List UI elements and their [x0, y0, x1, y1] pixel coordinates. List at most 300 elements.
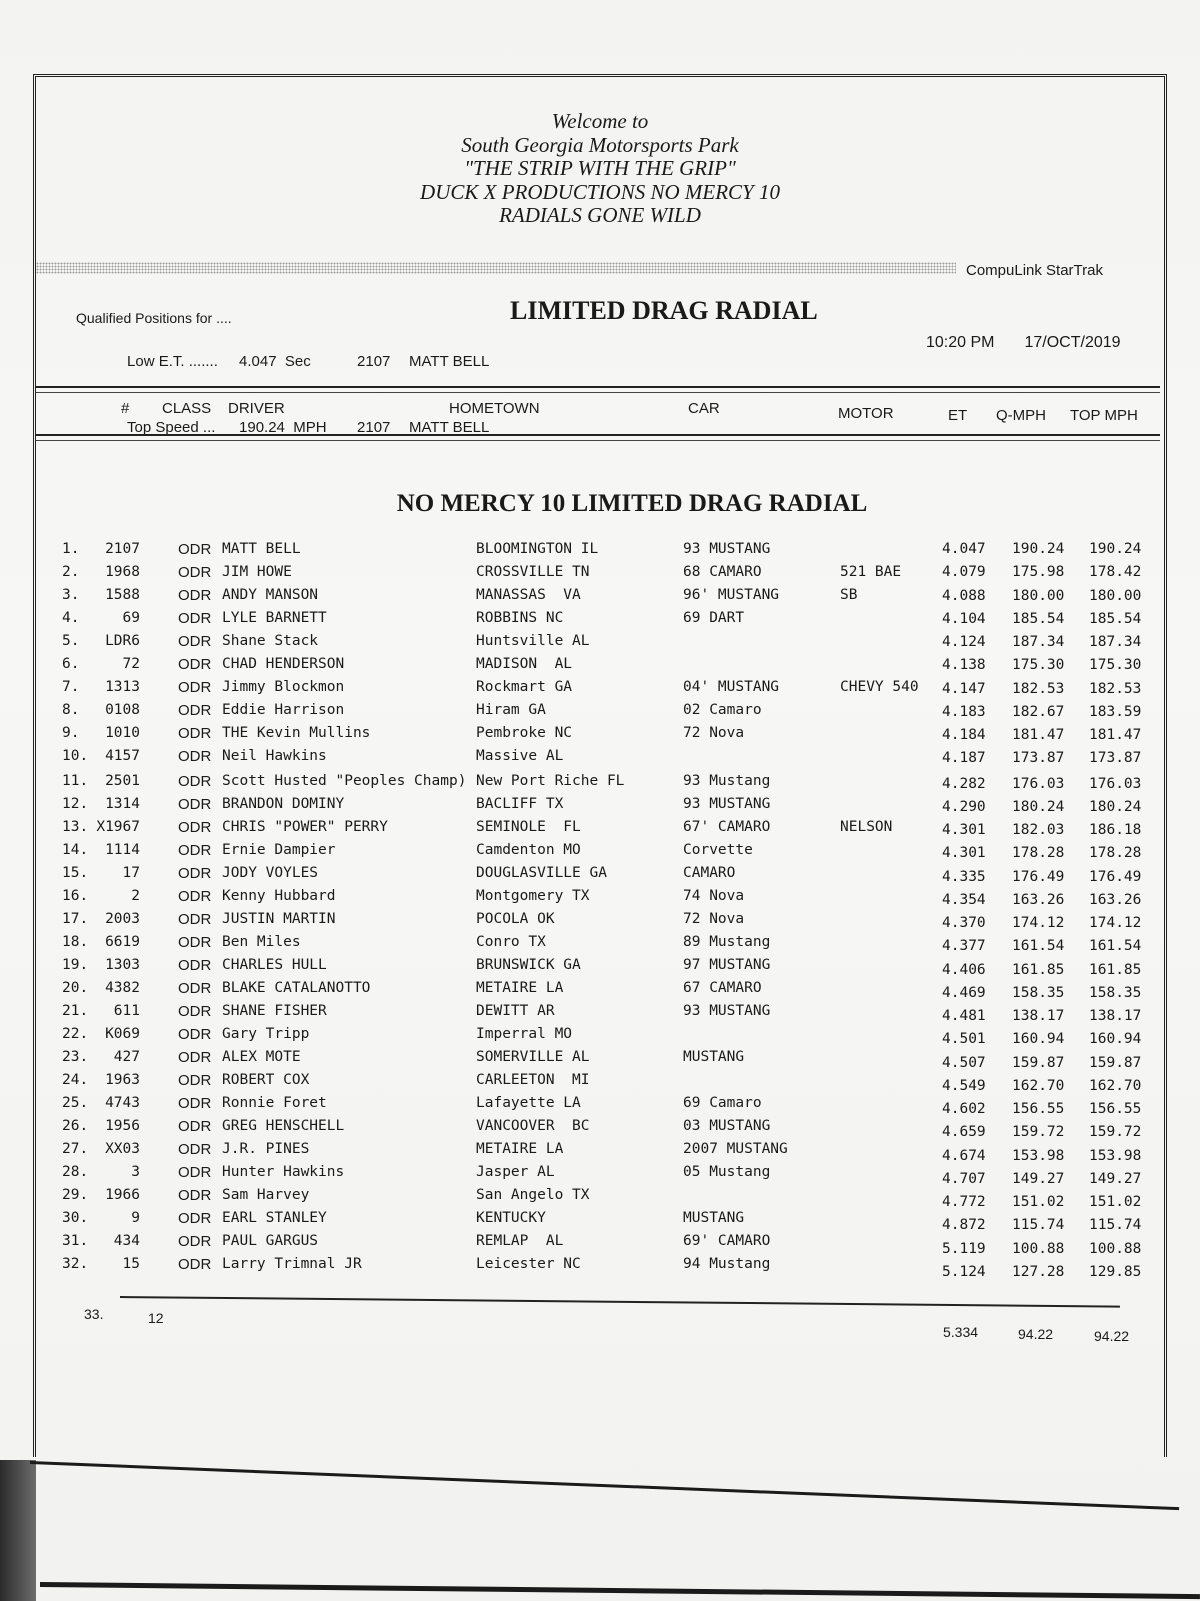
cell-car: 93 MUSTANG	[683, 541, 771, 557]
cell-class: ODR	[178, 1141, 212, 1158]
cell-class: ODR	[178, 842, 212, 859]
cell-q-mph: 160.94	[1012, 1031, 1065, 1047]
cell-et: 4.047	[942, 541, 986, 557]
cell-position: 11.	[62, 773, 89, 789]
low-et-driver: MATT BELL	[409, 353, 490, 370]
table-row	[0, 1141, 1200, 1163]
cell-position: 22.	[62, 1026, 89, 1042]
cell-q-mph: 176.03	[1012, 776, 1065, 792]
cell-car-number: 3	[131, 1164, 140, 1180]
cell-top-mph: 187.34	[1089, 634, 1142, 650]
table-row	[0, 1026, 1200, 1048]
cell-car: 05 Mustang	[683, 1164, 771, 1180]
table-row	[0, 702, 1200, 724]
table-row	[0, 1164, 1200, 1186]
table-row	[0, 1072, 1200, 1094]
cell-hometown: Conro TX	[476, 934, 546, 950]
cell-et: 4.301	[942, 845, 986, 861]
qualified-title: Qualified Positions for ....	[76, 310, 232, 326]
brand-label: CompuLink StarTrak	[966, 262, 1103, 279]
table-row	[0, 796, 1200, 818]
cell-car: 93 MUSTANG	[683, 796, 771, 812]
cell-et: 4.872	[942, 1217, 986, 1233]
cell-hometown: CARLEETON MI	[476, 1072, 590, 1088]
cell-et: 4.088	[942, 588, 986, 604]
cell-top-mph: 115.74	[1089, 1217, 1142, 1233]
cell-class: ODR	[178, 934, 212, 951]
cell-motor: 521 BAE	[840, 564, 902, 580]
cell-class: ODR	[178, 1187, 212, 1204]
cell-q-mph: 156.55	[1012, 1101, 1065, 1117]
cell-top-mph: 160.94	[1089, 1031, 1142, 1047]
cell-et: 4.183	[942, 704, 986, 720]
cell-hometown: Pembroke NC	[476, 725, 573, 741]
cell-position: 13.	[62, 819, 89, 835]
cell-top-mph: 129.85	[1089, 1264, 1142, 1280]
cell-et: 5.119	[942, 1241, 986, 1257]
cell-top-mph: 153.98	[1089, 1148, 1142, 1164]
cell-position: 20.	[62, 980, 89, 996]
cell-q-mph: 173.87	[1012, 750, 1065, 766]
top-speed-row	[102, 395, 489, 461]
cell-hometown: Camdenton MO	[476, 842, 581, 858]
cell-car: 69' CAMARO	[683, 1233, 771, 1249]
cell-car-number: 1588	[105, 587, 140, 603]
cell-position: 26.	[62, 1118, 89, 1134]
cell-driver: Shane Stack	[222, 633, 319, 649]
cell-top-mph: 163.26	[1089, 892, 1142, 908]
event-class-title: LIMITED DRAG RADIAL	[510, 296, 818, 325]
non-qualifier-position: 33.	[84, 1306, 104, 1322]
cell-position: 32.	[62, 1256, 89, 1272]
cell-position: 7.	[62, 679, 80, 695]
cell-et: 4.290	[942, 799, 986, 815]
cell-car-number: 1956	[105, 1118, 140, 1134]
cell-position: 28.	[62, 1164, 89, 1180]
cell-position: 29.	[62, 1187, 89, 1203]
cell-class: ODR	[178, 656, 212, 673]
cell-class: ODR	[178, 748, 212, 765]
cell-motor: CHEVY 540	[840, 679, 919, 695]
col-header-motor: MOTOR	[838, 405, 894, 422]
cell-et: 4.481	[942, 1008, 986, 1024]
cell-class: ODR	[178, 957, 212, 974]
cell-hometown: Jasper AL	[476, 1164, 555, 1180]
cell-car-number: 434	[113, 1233, 140, 1249]
cell-driver: Neil Hawkins	[222, 748, 327, 764]
cell-car: 2007 MUSTANG	[683, 1141, 788, 1157]
cell-car: 02 Camaro	[683, 702, 762, 718]
cell-hometown: Huntsville AL	[476, 633, 590, 649]
cell-class: ODR	[178, 1026, 212, 1043]
cell-position: 30.	[62, 1210, 89, 1226]
report-date: 17/OCT/2019	[1024, 334, 1121, 351]
cell-car-number: 1313	[105, 679, 140, 695]
cell-hometown: METAIRE LA	[476, 1141, 564, 1157]
cell-class: ODR	[178, 1210, 212, 1227]
timestamp	[926, 334, 1151, 352]
cell-top-mph: 149.27	[1089, 1171, 1142, 1187]
cell-et: 4.184	[942, 727, 986, 743]
table-row	[0, 819, 1200, 841]
cell-position: 17.	[62, 911, 89, 927]
cell-hometown: ROBBINS NC	[476, 610, 564, 626]
cell-position: 6.	[62, 656, 80, 672]
cell-car: 68 CAMARO	[683, 564, 762, 580]
cell-driver: BLAKE CATALANOTTO	[222, 980, 371, 996]
cell-hometown: San Angelo TX	[476, 1187, 590, 1203]
report-time: 10:20 PM	[926, 334, 995, 351]
cell-position: 25.	[62, 1095, 89, 1111]
cell-car-number: 427	[113, 1049, 140, 1065]
cell-hometown: REMLAP AL	[476, 1233, 564, 1249]
cell-q-mph: 182.67	[1012, 704, 1065, 720]
cell-car-number: 1968	[105, 564, 140, 580]
cell-driver: SHANE FISHER	[222, 1003, 327, 1019]
cell-driver: Hunter Hawkins	[222, 1164, 345, 1180]
cell-driver: CHAD HENDERSON	[222, 656, 345, 672]
table-row	[0, 610, 1200, 632]
table-row	[0, 725, 1200, 747]
cell-position: 8.	[62, 702, 80, 718]
cell-q-mph: 180.00	[1012, 588, 1065, 604]
cell-et: 4.282	[942, 776, 986, 792]
cell-hometown: BLOOMINGTON IL	[476, 541, 599, 557]
event-name: DUCK X PRODUCTIONS NO MERCY 10	[420, 179, 780, 204]
cell-top-mph: 180.00	[1089, 588, 1142, 604]
table-row	[0, 773, 1200, 795]
cell-car-number: 9	[131, 1210, 140, 1226]
cell-driver: ANDY MANSON	[222, 587, 319, 603]
table-row	[0, 934, 1200, 956]
cell-position: 14.	[62, 842, 89, 858]
cell-car-number: 15	[122, 1256, 140, 1272]
cell-car-number: 72	[122, 656, 140, 672]
cell-position: 2.	[62, 564, 80, 580]
non-qualifier-qmph: 94.22	[1018, 1326, 1054, 1342]
cell-et: 4.507	[942, 1055, 986, 1071]
cell-driver: Gary Tripp	[222, 1026, 310, 1042]
cell-et: 4.104	[942, 611, 986, 627]
cell-et: 4.138	[942, 657, 986, 673]
cell-position: 1.	[62, 541, 80, 557]
table-row	[0, 1003, 1200, 1025]
cell-top-mph: 183.59	[1089, 704, 1142, 720]
cell-et: 4.406	[942, 962, 986, 978]
event-subtitle: RADIALS GONE WILD	[499, 203, 701, 227]
cell-et: 4.079	[942, 564, 986, 580]
cell-q-mph: 182.53	[1012, 681, 1065, 697]
table-row	[0, 842, 1200, 864]
cell-hometown: DEWITT AR	[476, 1003, 555, 1019]
non-qualifier-et: 5.334	[943, 1324, 979, 1340]
cell-driver: Scott Husted "Peoples Champ)	[222, 773, 467, 789]
cell-q-mph: 163.26	[1012, 892, 1065, 908]
col-header-hometown: HOMETOWN	[449, 400, 540, 417]
cell-hometown: Hiram GA	[476, 702, 546, 718]
cell-position: 12.	[62, 796, 89, 812]
cell-et: 4.335	[942, 869, 986, 885]
top-speed-number: 2107	[357, 419, 391, 436]
cell-position: 4.	[62, 610, 80, 626]
cell-car: 97 MUSTANG	[683, 957, 771, 973]
cell-q-mph: 153.98	[1012, 1148, 1065, 1164]
cell-hometown: New Port Riche FL	[476, 773, 625, 789]
top-speed-value: 190.24 MPH	[239, 419, 327, 436]
cell-car-number: XX03	[105, 1141, 140, 1157]
cell-class: ODR	[178, 773, 212, 790]
cell-et: 4.301	[942, 822, 986, 838]
col-header-class: CLASS	[162, 400, 212, 417]
cell-class: ODR	[178, 702, 212, 719]
cell-top-mph: 182.53	[1089, 681, 1142, 697]
cell-hometown: POCOLA OK	[476, 911, 555, 927]
cell-driver: EARL STANLEY	[222, 1210, 327, 1226]
cell-car-number: 4743	[105, 1095, 140, 1111]
table-row	[0, 1233, 1200, 1255]
cell-position: 15.	[62, 865, 89, 881]
cell-car: 69 Camaro	[683, 1095, 762, 1111]
cell-class: ODR	[178, 564, 212, 581]
cell-driver: Ernie Dampier	[222, 842, 336, 858]
cell-motor: SB	[840, 587, 858, 603]
cell-driver: CHARLES HULL	[222, 957, 327, 973]
cell-top-mph: 162.70	[1089, 1078, 1142, 1094]
cell-car-number: 6619	[105, 934, 140, 950]
cell-et: 4.147	[942, 681, 986, 697]
cell-driver: Sam Harvey	[222, 1187, 310, 1203]
cell-hometown: BACLIFF TX	[476, 796, 564, 812]
cell-et: 4.602	[942, 1101, 986, 1117]
col-header-car: CAR	[688, 400, 720, 417]
cell-car-number: 2	[131, 888, 140, 904]
table-row	[0, 957, 1200, 979]
cell-class: ODR	[178, 1233, 212, 1250]
cell-et: 4.549	[942, 1078, 986, 1094]
fold-edge-lower	[40, 1582, 1200, 1599]
cell-top-mph: 180.24	[1089, 799, 1142, 815]
cell-class: ODR	[178, 1049, 212, 1066]
cell-class: ODR	[178, 796, 212, 813]
non-qualifier-topmph: 94.22	[1094, 1328, 1130, 1344]
cell-class: ODR	[178, 725, 212, 742]
cell-driver: Ben Miles	[222, 934, 301, 950]
cell-driver: PAUL GARGUS	[222, 1233, 319, 1249]
cell-et: 4.187	[942, 750, 986, 766]
cell-car-number: X1967	[96, 819, 140, 835]
cell-class: ODR	[178, 541, 212, 558]
cell-q-mph: 161.85	[1012, 962, 1065, 978]
table-row	[0, 1095, 1200, 1117]
cell-q-mph: 100.88	[1012, 1241, 1065, 1257]
table-row	[0, 656, 1200, 678]
cell-q-mph: 180.24	[1012, 799, 1065, 815]
cell-car-number: 1314	[105, 796, 140, 812]
cell-q-mph: 178.28	[1012, 845, 1065, 861]
cell-q-mph: 161.54	[1012, 938, 1065, 954]
cell-q-mph: 176.49	[1012, 869, 1065, 885]
cell-car: 93 Mustang	[683, 773, 771, 789]
cell-car-number: 4157	[105, 748, 140, 764]
table-row	[0, 1049, 1200, 1071]
cell-driver: LYLE BARNETT	[222, 610, 327, 626]
cell-car-number: 2003	[105, 911, 140, 927]
cell-position: 21.	[62, 1003, 89, 1019]
cell-top-mph: 138.17	[1089, 1008, 1142, 1024]
cell-driver: CHRIS "POWER" PERRY	[222, 819, 388, 835]
cell-position: 27.	[62, 1141, 89, 1157]
cell-car: MUSTANG	[683, 1049, 745, 1065]
cell-q-mph: 138.17	[1012, 1008, 1065, 1024]
shadow-edge	[0, 1460, 36, 1601]
cell-position: 10.	[62, 748, 89, 764]
paper-fold	[0, 1460, 1200, 1601]
cell-q-mph: 187.34	[1012, 634, 1065, 650]
cell-hometown: METAIRE LA	[476, 980, 564, 996]
table-row	[0, 865, 1200, 887]
cell-hometown: MADISON AL	[476, 656, 573, 672]
cell-et: 4.772	[942, 1194, 986, 1210]
cell-car-number: 1114	[105, 842, 140, 858]
cell-driver: Larry Trimnal JR	[222, 1256, 362, 1272]
welcome-line: Welcome to	[551, 109, 649, 133]
cell-class: ODR	[178, 587, 212, 604]
cell-q-mph: 127.28	[1012, 1264, 1065, 1280]
cell-q-mph: 159.87	[1012, 1055, 1065, 1071]
cell-class: ODR	[178, 610, 212, 627]
cell-top-mph: 174.12	[1089, 915, 1142, 931]
cell-q-mph: 190.24	[1012, 541, 1065, 557]
cell-car: 72 Nova	[683, 911, 745, 927]
cell-hometown: Rockmart GA	[476, 679, 573, 695]
col-header-topmph: TOP MPH	[1070, 407, 1138, 424]
top-speed-label: Top Speed ...	[127, 419, 216, 436]
cell-car: 03 MUSTANG	[683, 1118, 771, 1134]
col-header-number: #	[121, 400, 130, 417]
cell-hometown: Leicester NC	[476, 1256, 581, 1272]
cell-top-mph: 173.87	[1089, 750, 1142, 766]
cell-position: 16.	[62, 888, 89, 904]
cell-car-number: 0108	[105, 702, 140, 718]
cell-driver: JUSTIN MARTIN	[222, 911, 336, 927]
cell-top-mph: 181.47	[1089, 727, 1142, 743]
track-name: South Georgia Motorsports Park	[461, 132, 739, 157]
cell-position: 31.	[62, 1233, 89, 1249]
header-rule-bottom	[36, 434, 1160, 441]
cell-top-mph: 190.24	[1089, 541, 1142, 557]
cell-top-mph: 156.55	[1089, 1101, 1142, 1117]
cell-et: 4.659	[942, 1124, 986, 1140]
low-et-value: 4.047 Sec	[239, 353, 311, 370]
cell-hometown: CROSSVILLE TN	[476, 564, 590, 580]
low-et-number: 2107	[357, 353, 391, 370]
cell-car-number: 1966	[105, 1187, 140, 1203]
cell-hometown: MANASSAS VA	[476, 587, 581, 603]
cell-car-number: 1010	[105, 725, 140, 741]
cell-q-mph: 162.70	[1012, 1078, 1065, 1094]
cell-driver: Jimmy Blockmon	[222, 679, 345, 695]
table-row	[0, 980, 1200, 1002]
cell-hometown: Montgomery TX	[476, 888, 590, 904]
cell-q-mph: 175.98	[1012, 564, 1065, 580]
cell-top-mph: 159.72	[1089, 1124, 1142, 1140]
cell-car-number: 2107	[105, 541, 140, 557]
cell-hometown: SEMINOLE FL	[476, 819, 581, 835]
cell-et: 4.370	[942, 915, 986, 931]
cell-car: 96' MUSTANG	[683, 587, 780, 603]
cell-top-mph: 176.03	[1089, 776, 1142, 792]
cell-top-mph: 186.18	[1089, 822, 1142, 838]
cell-q-mph: 159.72	[1012, 1124, 1065, 1140]
cell-position: 5.	[62, 633, 80, 649]
table-row	[0, 1187, 1200, 1209]
cell-top-mph: 161.54	[1089, 938, 1142, 954]
cell-q-mph: 151.02	[1012, 1194, 1065, 1210]
cell-position: 9.	[62, 725, 80, 741]
cell-car-number: 17	[122, 865, 140, 881]
cell-car-number: 1303	[105, 957, 140, 973]
cell-class: ODR	[178, 1164, 212, 1181]
cell-position: 23.	[62, 1049, 89, 1065]
table-row	[0, 541, 1200, 563]
cell-driver: Kenny Hubbard	[222, 888, 336, 904]
cell-position: 3.	[62, 587, 80, 603]
cell-hometown: Massive AL	[476, 748, 564, 764]
cell-hometown: DOUGLASVILLE GA	[476, 865, 607, 881]
cell-position: 24.	[62, 1072, 89, 1088]
cell-q-mph: 149.27	[1012, 1171, 1065, 1187]
cell-car-number: 611	[113, 1003, 140, 1019]
table-row	[0, 1256, 1200, 1278]
col-header-driver: DRIVER	[228, 400, 285, 417]
cell-top-mph: 100.88	[1089, 1241, 1142, 1257]
cell-car: 74 Nova	[683, 888, 745, 904]
cell-car-number: 1963	[105, 1072, 140, 1088]
cell-q-mph: 185.54	[1012, 611, 1065, 627]
cell-class: ODR	[178, 819, 212, 836]
cell-top-mph: 185.54	[1089, 611, 1142, 627]
cell-class: ODR	[178, 911, 212, 928]
cell-class: ODR	[178, 633, 212, 650]
cell-car: Corvette	[683, 842, 753, 858]
cell-hometown: BRUNSWICK GA	[476, 957, 581, 973]
welcome-header	[0, 110, 1200, 228]
cell-q-mph: 181.47	[1012, 727, 1065, 743]
cell-driver: THE Kevin Mullins	[222, 725, 371, 741]
cell-hometown: Imperral MO	[476, 1026, 573, 1042]
table-row	[0, 888, 1200, 910]
cell-q-mph: 182.03	[1012, 822, 1065, 838]
cell-position: 19.	[62, 957, 89, 973]
cell-car-number: 2501	[105, 773, 140, 789]
cell-car: 94 Mustang	[683, 1256, 771, 1272]
cell-position: 18.	[62, 934, 89, 950]
cell-top-mph: 151.02	[1089, 1194, 1142, 1210]
cell-driver: MATT BELL	[222, 541, 301, 557]
fold-edge	[30, 1461, 1179, 1510]
cell-car-number: K069	[105, 1026, 140, 1042]
cell-et: 4.377	[942, 938, 986, 954]
cell-top-mph: 161.85	[1089, 962, 1142, 978]
cell-class: ODR	[178, 865, 212, 882]
cell-top-mph: 159.87	[1089, 1055, 1142, 1071]
cell-top-mph: 178.42	[1089, 564, 1142, 580]
cell-car-number: LDR6	[105, 633, 140, 649]
table-row	[0, 1210, 1200, 1232]
track-slogan: "THE STRIP WITH THE GRIP"	[464, 156, 736, 180]
cell-motor: NELSON	[840, 819, 893, 835]
cell-driver: JODY VOYLES	[222, 865, 319, 881]
